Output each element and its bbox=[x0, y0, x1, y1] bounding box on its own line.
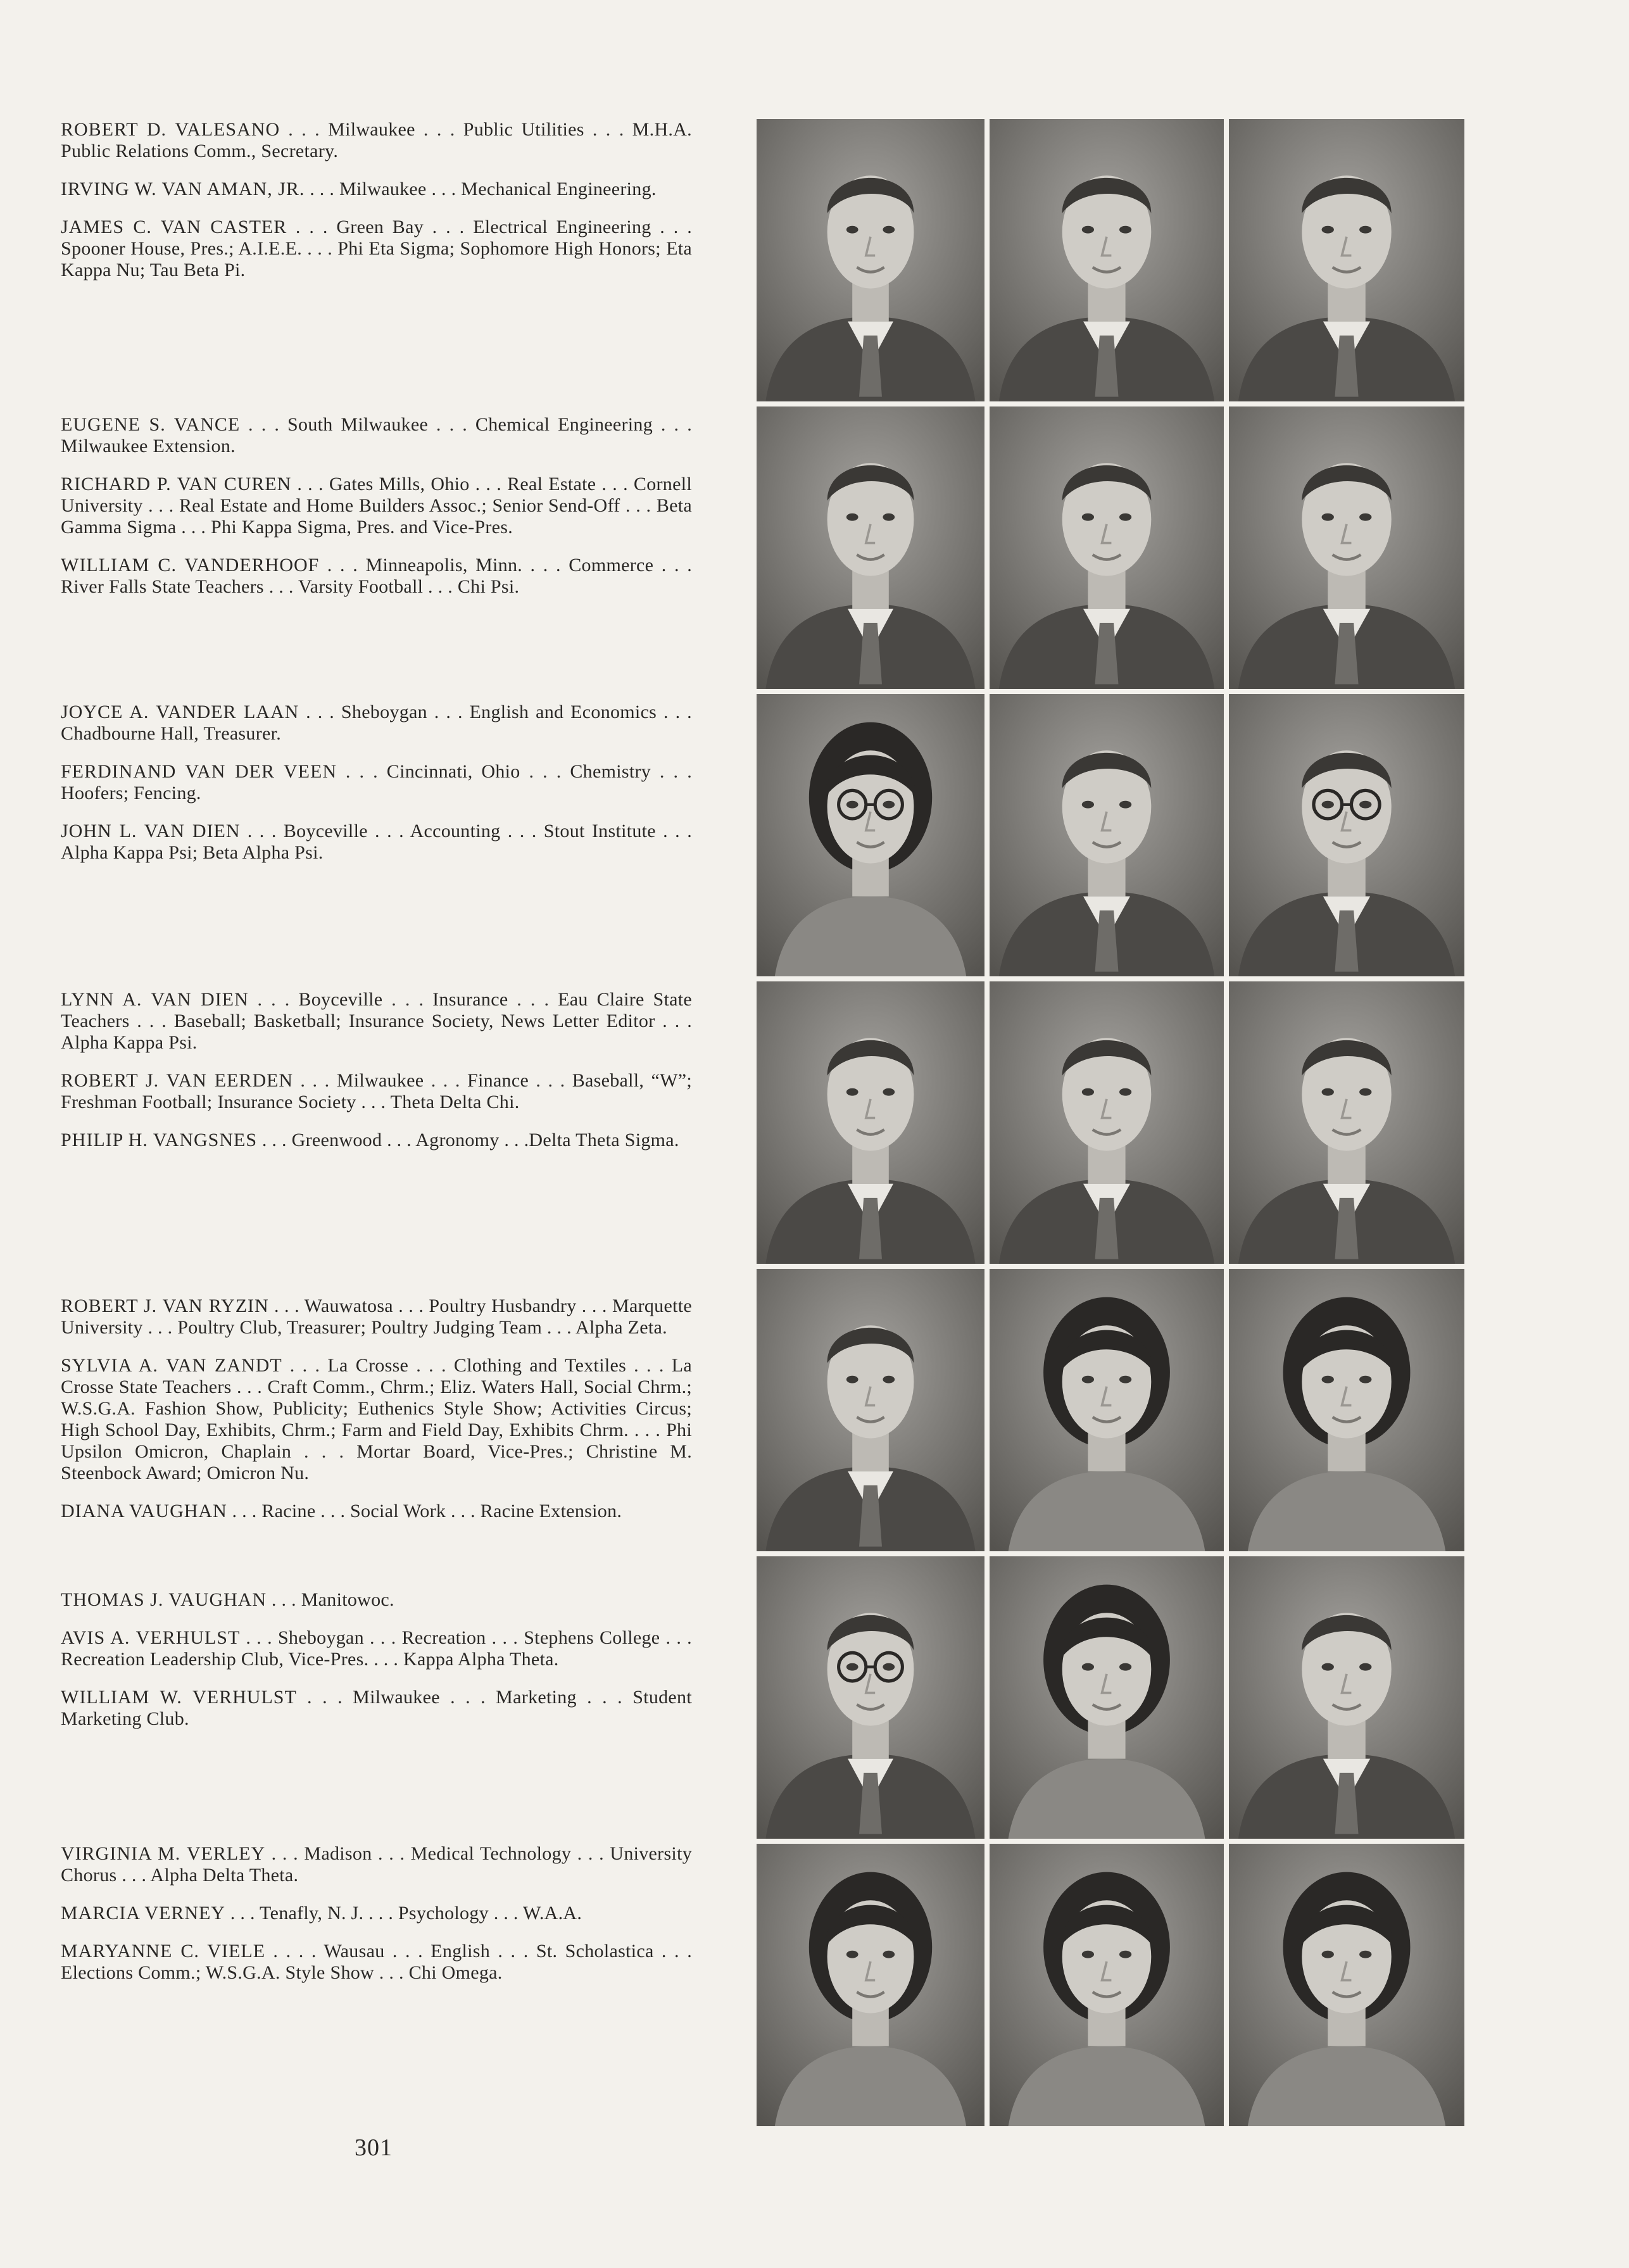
student-details: . . . Tenafly, N. J. . . . Psychology . . . W.A.A. bbox=[225, 1903, 582, 1924]
portrait-photo bbox=[757, 1269, 984, 1551]
student-details: . . . Greenwood . . . Agronomy . . .Delta Theta Sigma. bbox=[257, 1130, 679, 1150]
student-name: MARCIA VERNEY bbox=[61, 1903, 225, 1924]
biography-entry bbox=[61, 414, 692, 457]
student-details: . . . . Wausau . . . English . . . St. Scholastica . . . Elections Comm.; W.S.G.A. Style Show . . . Chi Omega. bbox=[61, 1941, 693, 1983]
biography-entry bbox=[61, 555, 692, 598]
portrait-photo bbox=[757, 119, 984, 401]
student-name: AVIS A. VERHULST bbox=[61, 1627, 241, 1648]
biography-entry bbox=[61, 1070, 692, 1113]
student-name: SYLVIA A. VAN ZANDT bbox=[61, 1355, 282, 1376]
entry-group-1 bbox=[61, 119, 692, 298]
student-details: . . . Boyceville . . . Insurance . . . Eau Claire State Teachers . . . Baseball; Basketball; Insurance Society, News Letter Editor . . . Alpha Kappa Psi. bbox=[61, 989, 692, 1053]
portrait-photo bbox=[1229, 119, 1464, 401]
entry-group-3 bbox=[61, 702, 692, 880]
entry-group-5 bbox=[61, 1295, 692, 1539]
student-details: . . . Milwaukee . . . Finance . . . Baseball, “W”; Freshman Football; Insurance Society . . . Theta Delta Chi. bbox=[61, 1070, 693, 1112]
biography-entry bbox=[61, 989, 692, 1054]
biography-entry bbox=[61, 1941, 692, 1984]
student-details: . . . Milwaukee . . . Mechanical Engineering. bbox=[305, 179, 657, 199]
biography-entry bbox=[61, 821, 692, 864]
student-name: LYNN A. VAN DIEN bbox=[61, 989, 249, 1010]
portrait-photo bbox=[1229, 1269, 1464, 1551]
student-name: ROBERT J. VAN RYZIN bbox=[61, 1295, 269, 1316]
entry-group-7 bbox=[61, 1843, 692, 2000]
portrait-photo bbox=[1229, 1556, 1464, 1839]
biography-entry bbox=[61, 1589, 692, 1611]
portrait-photo bbox=[1229, 981, 1464, 1264]
biography-entry bbox=[61, 474, 692, 538]
student-name: DIANA VAUGHAN bbox=[61, 1501, 227, 1521]
student-name: JAMES C. VAN CASTER bbox=[61, 217, 287, 237]
student-details: . . . South Milwaukee . . . Chemical Engineering . . . Milwaukee Extension. bbox=[61, 414, 692, 457]
biography-entry bbox=[61, 1501, 692, 1522]
student-details: . . . Cincinnati, Ohio . . . Chemistry . . . Hoofers; Fencing. bbox=[61, 761, 693, 803]
biography-entry bbox=[61, 217, 692, 281]
portrait-photo bbox=[990, 1269, 1224, 1551]
student-name: RICHARD P. VAN CUREN bbox=[61, 474, 292, 495]
portrait-photo bbox=[990, 119, 1224, 401]
student-details: . . . Minneapolis, Minn. . . . Commerce . . . River Falls State Teachers . . . Varsity Football . . . Chi Psi. bbox=[61, 555, 692, 597]
student-name: WILLIAM W. VERHULST bbox=[61, 1687, 297, 1708]
portrait-photo bbox=[757, 981, 984, 1264]
portrait-photo bbox=[757, 1556, 984, 1839]
biography-entry bbox=[61, 1903, 692, 1924]
portrait-photo bbox=[1229, 1844, 1464, 2126]
student-name: MARYANNE C. VIELE bbox=[61, 1941, 266, 1962]
student-name: ROBERT D. VALESANO bbox=[61, 119, 280, 140]
portrait-grid bbox=[757, 119, 1464, 2126]
student-name: PHILIP H. VANGSNES bbox=[61, 1130, 258, 1150]
biography-entry bbox=[61, 119, 692, 162]
biography-entry bbox=[61, 1627, 692, 1670]
portrait-photo bbox=[990, 981, 1224, 1264]
biography-entry bbox=[61, 1355, 692, 1484]
biography-entry bbox=[61, 179, 692, 200]
entry-group-2 bbox=[61, 414, 692, 614]
student-name: IRVING W. VAN AMAN, JR. bbox=[61, 179, 305, 199]
student-details: . . . Boyceville . . . Accounting . . . Stout Institute . . . Alpha Kappa Psi; Beta Alpha Psi. bbox=[61, 821, 692, 863]
biography-entry bbox=[61, 702, 692, 745]
student-name: JOHN L. VAN DIEN bbox=[61, 821, 241, 841]
student-name: JOYCE A. VANDER LAAN bbox=[61, 702, 299, 722]
portrait-photo bbox=[990, 1844, 1224, 2126]
student-name: EUGENE S. VANCE bbox=[61, 414, 241, 435]
portrait-photo bbox=[990, 406, 1224, 689]
biography-entry bbox=[61, 1843, 692, 1886]
biography-entry bbox=[61, 1130, 692, 1151]
page-number: 301 bbox=[355, 2134, 393, 2161]
portrait-photo bbox=[757, 694, 984, 976]
student-details: . . . Milwaukee . . . Public Utilities . . . M.H.A. Public Relations Comm., Secretary. bbox=[61, 119, 692, 161]
portrait-photo bbox=[1229, 406, 1464, 689]
student-details: . . . La Crosse . . . Clothing and Textiles . . . La Crosse State Teachers . . . Craft Comm., Chrm.; Eliz. Waters Hall, Social Chrm.; W.S.G.A. Fashion Show, Publicity; Euthenics Style Show; Activities Circus; High School Day, Exhibits, Chrm.; Farm and Field Day, Exhibits Chrm. . . . Phi Upsilon Omicron, Chaplain . . . Mortar Board, Vice-Pres.; Christine M. Steenbock Award; Omicron Nu. bbox=[61, 1355, 693, 1484]
student-name: ROBERT J. VAN EERDEN bbox=[61, 1070, 294, 1091]
portrait-photo bbox=[757, 406, 984, 689]
entry-group-4 bbox=[61, 989, 692, 1168]
biography-entry bbox=[61, 761, 692, 804]
student-name: FERDINAND VAN DER VEEN bbox=[61, 761, 337, 782]
student-name: THOMAS J. VAUGHAN bbox=[61, 1589, 267, 1610]
student-details: . . . Milwaukee . . . Marketing . . . Student Marketing Club. bbox=[61, 1687, 692, 1729]
portrait-photo bbox=[990, 1556, 1224, 1839]
student-details: . . . Green Bay . . . Electrical Engineering . . . Spooner House, Pres.; A.I.E.E. . . . Phi Eta Sigma; Sophomore High Honors; Eta Kappa Nu; Tau Beta Pi. bbox=[61, 217, 692, 280]
student-name: WILLIAM C. VANDERHOOF bbox=[61, 555, 320, 576]
student-details: . . . Madison . . . Medical Technology . . . University Chorus . . . Alpha Delta Theta. bbox=[61, 1843, 692, 1886]
entry-group-6 bbox=[61, 1589, 692, 1746]
portrait-photo bbox=[757, 1844, 984, 2126]
biography-entry bbox=[61, 1295, 692, 1339]
student-details: . . . Manitowoc. bbox=[267, 1589, 394, 1610]
portrait-photo bbox=[990, 694, 1224, 976]
student-details: . . . Sheboygan . . . English and Economics . . . Chadbourne Hall, Treasurer. bbox=[61, 702, 692, 744]
student-details: . . . Gates Mills, Ohio . . . Real Estate . . . Cornell University . . . Real Estate and Home Builders Assoc.; Senior Send-Off . . . Beta Gamma Sigma . . . Phi Kappa Sigma, Pres. and Vice-Pres. bbox=[61, 474, 692, 538]
student-details: . . . Sheboygan . . . Recreation . . . Stephens College . . . Recreation Leadership Club, Vice-Pres. . . . Kappa Alpha Theta. bbox=[61, 1627, 692, 1670]
biography-entry bbox=[61, 1687, 692, 1730]
student-details: . . . Racine . . . Social Work . . . Racine Extension. bbox=[227, 1501, 622, 1521]
student-details: . . . Wauwatosa . . . Poultry Husbandry . . . Marquette University . . . Poultry Club, Treasurer; Poultry Judging Team . . . Alpha Zeta. bbox=[61, 1295, 692, 1338]
portrait-photo bbox=[1229, 694, 1464, 976]
student-name: VIRGINIA M. VERLEY bbox=[61, 1843, 266, 1864]
